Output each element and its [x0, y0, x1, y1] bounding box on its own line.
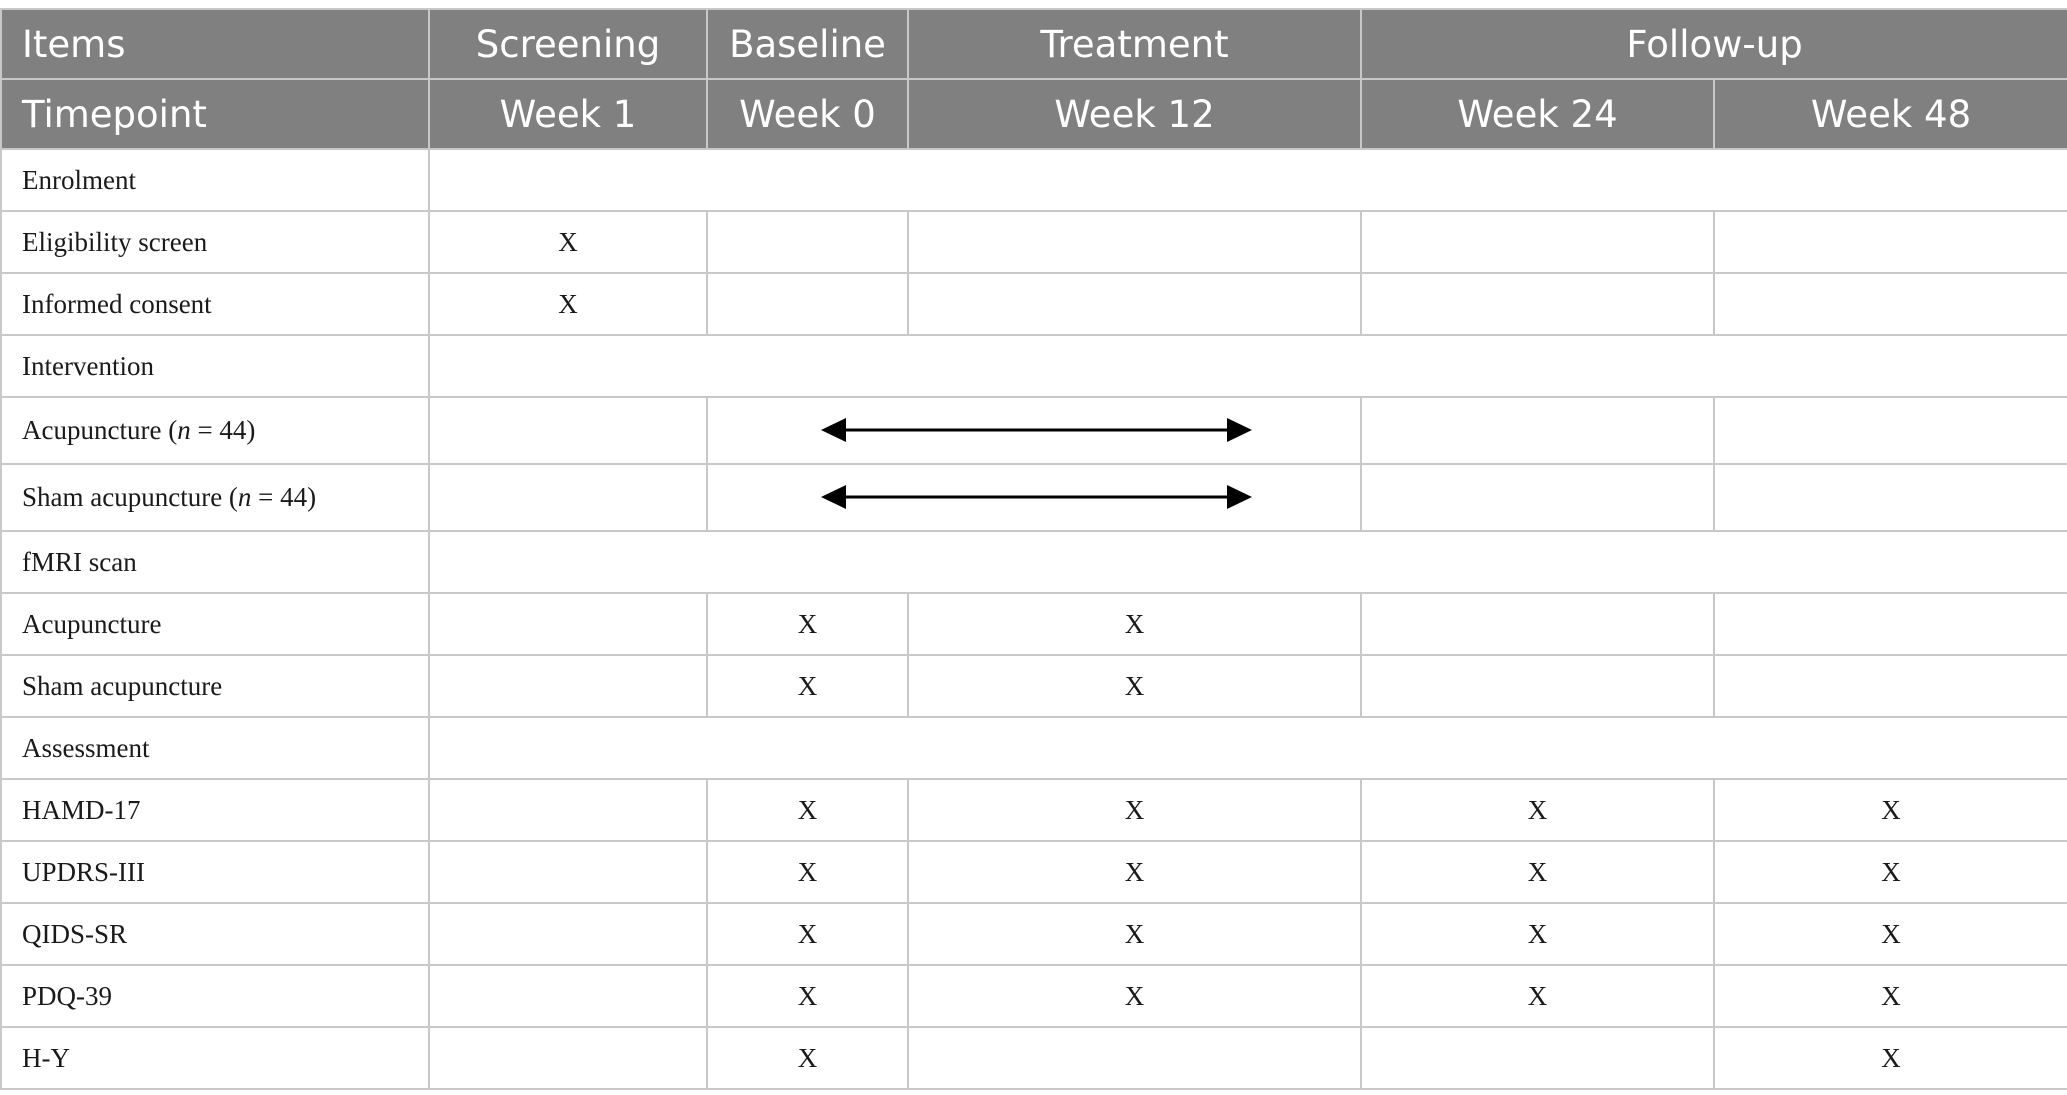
table-row-eligibility: [1, 211, 2067, 273]
row-label: Informed consent: [1, 273, 429, 335]
header-row-timepoints: [1, 79, 2067, 149]
cell-week-12: [908, 1027, 1361, 1089]
cell-week-12: [908, 273, 1361, 335]
cell-week-1: X: [429, 211, 707, 273]
header-week-12: Week 12: [908, 79, 1361, 149]
cell-week-24: [1361, 464, 1714, 531]
cell-week-0: [707, 273, 908, 335]
cell-week-1: [429, 841, 707, 903]
treatment-span-cell: [707, 397, 1361, 464]
cell-week-0: X: [707, 779, 908, 841]
cell-week-0: X: [707, 655, 908, 717]
cell-week-12: [908, 211, 1361, 273]
table-header: [1, 9, 2067, 149]
cell-week-48: [1714, 273, 2067, 335]
cell-week-48: X: [1714, 903, 2067, 965]
cell-week-24: [1361, 1027, 1714, 1089]
table-row-consent: [1, 273, 2067, 335]
row-label: Acupuncture: [1, 593, 429, 655]
cell-week-48: X: [1714, 841, 2067, 903]
header-treatment: Treatment: [908, 9, 1361, 79]
cell-week-24: [1361, 655, 1714, 717]
header-week-48: Week 48: [1714, 79, 2067, 149]
schedule-table: [0, 8, 2067, 1090]
cell-week-48: X: [1714, 1027, 2067, 1089]
row-label: UPDRS-III: [1, 841, 429, 903]
header-week-0: Week 0: [707, 79, 908, 149]
cell-week-0: X: [707, 841, 908, 903]
section-row-enrolment: [1, 149, 2067, 211]
row-label: HAMD-17: [1, 779, 429, 841]
cell-week-12: X: [908, 593, 1361, 655]
cell-week-1: [429, 655, 707, 717]
section-spacer: [429, 717, 2067, 779]
double-arrow-icon: [708, 465, 1362, 530]
header-items: Items: [1, 9, 429, 79]
row-label: Acupuncture (n = 44): [1, 397, 429, 464]
cell-week-48: X: [1714, 779, 2067, 841]
section-row-fmri: [1, 531, 2067, 593]
section-spacer: [429, 149, 2067, 211]
table-row-acupuncture-fmri: [1, 593, 2067, 655]
table-row-hy: [1, 1027, 2067, 1089]
table-row-updrs: [1, 841, 2067, 903]
cell-week-0: X: [707, 593, 908, 655]
row-label: Sham acupuncture (n = 44): [1, 464, 429, 531]
cell-week-48: [1714, 397, 2067, 464]
table-row-hamd: [1, 779, 2067, 841]
cell-week-0: X: [707, 965, 908, 1027]
cell-week-24: X: [1361, 965, 1714, 1027]
cell-week-48: [1714, 655, 2067, 717]
table-row-qids: [1, 903, 2067, 965]
header-week-24: Week 24: [1361, 79, 1714, 149]
row-label: Sham acupuncture: [1, 655, 429, 717]
cell-week-24: X: [1361, 841, 1714, 903]
section-row-assessment: [1, 717, 2067, 779]
cell-week-0: X: [707, 1027, 908, 1089]
cell-week-1: [429, 779, 707, 841]
row-label: H-Y: [1, 1027, 429, 1089]
header-timepoint: Timepoint: [1, 79, 429, 149]
header-screening: Screening: [429, 9, 707, 79]
cell-week-12: X: [908, 655, 1361, 717]
row-label: QIDS-SR: [1, 903, 429, 965]
cell-week-1: [429, 1027, 707, 1089]
cell-week-1: X: [429, 273, 707, 335]
header-follow-up: Follow-up: [1361, 9, 2067, 79]
header-week-1: Week 1: [429, 79, 707, 149]
cell-week-0: X: [707, 903, 908, 965]
cell-week-48: X: [1714, 965, 2067, 1027]
cell-week-24: X: [1361, 779, 1714, 841]
header-baseline: Baseline: [707, 9, 908, 79]
treatment-span-cell: [707, 464, 1361, 531]
cell-week-12: X: [908, 903, 1361, 965]
cell-week-24: [1361, 211, 1714, 273]
row-label: Eligibility screen: [1, 211, 429, 273]
cell-week-0: [707, 211, 908, 273]
cell-week-24: [1361, 273, 1714, 335]
header-row-phases: [1, 9, 2067, 79]
table-row-acupuncture-intervention: [1, 397, 2067, 464]
section-label: fMRI scan: [1, 531, 429, 593]
section-label: Assessment: [1, 717, 429, 779]
cell-week-12: X: [908, 841, 1361, 903]
cell-week-24: X: [1361, 903, 1714, 965]
cell-week-24: [1361, 593, 1714, 655]
cell-week-12: X: [908, 965, 1361, 1027]
section-label: Intervention: [1, 335, 429, 397]
cell-week-1: [429, 965, 707, 1027]
table-row-sham-intervention: [1, 464, 2067, 531]
cell-week-48: [1714, 464, 2067, 531]
cell-week-1: [429, 397, 707, 464]
section-row-intervention: [1, 335, 2067, 397]
cell-week-1: [429, 593, 707, 655]
cell-week-1: [429, 903, 707, 965]
row-label: PDQ-39: [1, 965, 429, 1027]
double-arrow-icon: [708, 398, 1362, 463]
table-row-sham-fmri: [1, 655, 2067, 717]
section-spacer: [429, 531, 2067, 593]
cell-week-24: [1361, 397, 1714, 464]
cell-week-1: [429, 464, 707, 531]
cell-week-12: X: [908, 779, 1361, 841]
table-row-pdq: [1, 965, 2067, 1027]
section-spacer: [429, 335, 2067, 397]
cell-week-48: [1714, 593, 2067, 655]
cell-week-48: [1714, 211, 2067, 273]
section-label: Enrolment: [1, 149, 429, 211]
